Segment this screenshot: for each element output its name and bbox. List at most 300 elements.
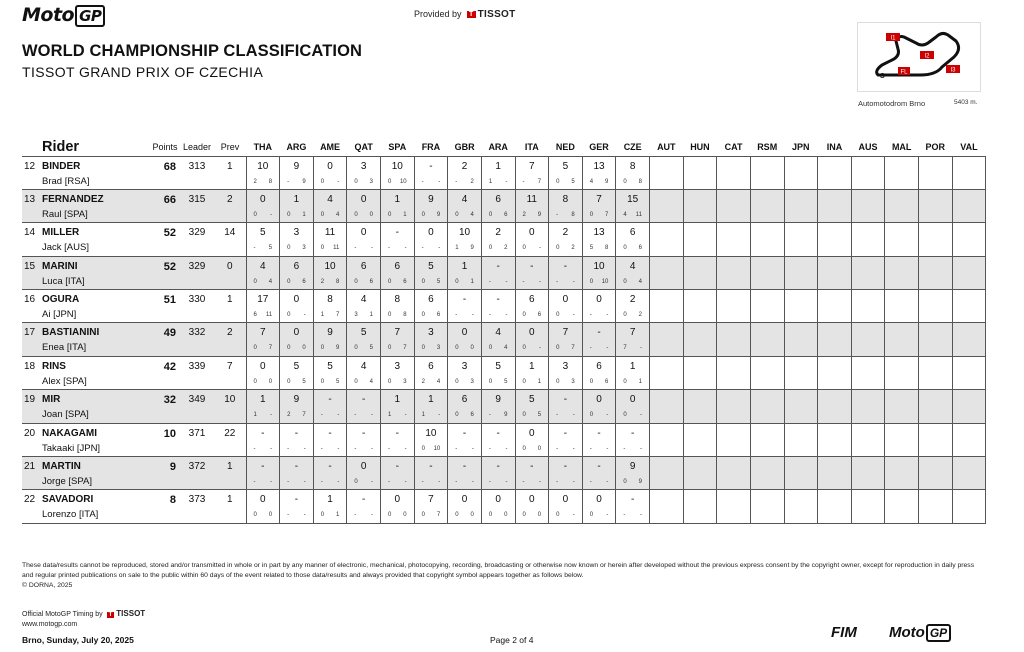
table-header [22, 138, 986, 156]
race-points: - [505, 278, 508, 285]
race-points: 9 [537, 211, 542, 218]
race-empty-cell [683, 256, 717, 289]
race-empty-cell [717, 156, 751, 189]
sprint-points: 0 [455, 512, 459, 519]
race-result-cell [280, 156, 314, 189]
race-points: - [404, 245, 407, 252]
race-empty-cell [885, 156, 919, 189]
race-result-cell [347, 356, 381, 389]
race-points: - [270, 445, 273, 452]
race-total: 0 [596, 294, 602, 306]
col-rider: Rider [42, 138, 80, 155]
race-points: 0 [537, 445, 542, 452]
race-total: 2 [629, 294, 636, 306]
race-points: 3 [470, 378, 474, 385]
rider-surname: OGURA [42, 294, 80, 306]
race-total: 0 [529, 227, 535, 239]
rider-firstname: Raul [SPA] [42, 208, 88, 220]
race-empty-cell [952, 256, 986, 289]
race-result-cell [448, 290, 482, 323]
race-result-cell [549, 189, 583, 222]
race-empty-cell [650, 223, 684, 256]
race-points: 4 [504, 345, 508, 352]
sprint-points: 2 [320, 278, 325, 285]
col-race-ara: ARA [488, 141, 508, 152]
race-points: 11 [635, 211, 642, 218]
rider-points: 49 [150, 323, 180, 356]
race-result-cell [414, 423, 448, 456]
race-result-cell [549, 490, 583, 523]
race-total: 10 [593, 260, 605, 272]
race-empty-cell [650, 256, 684, 289]
race-total: 5 [360, 327, 367, 339]
race-total: 17 [257, 294, 269, 306]
race-result-cell [246, 423, 280, 456]
race-result-cell [414, 356, 448, 389]
website-link[interactable]: www.motogp.com [22, 621, 78, 628]
sprint-points: 0 [522, 312, 526, 319]
race-total: - [395, 427, 399, 439]
race-points: 0 [504, 512, 508, 519]
race-points: 0 [470, 345, 474, 352]
rider-firstname: Joan [SPA] [42, 409, 89, 421]
race-points: - [505, 312, 508, 319]
sprint-points: 0 [556, 178, 560, 185]
race-points: 8 [336, 278, 340, 285]
race-total: - [395, 461, 399, 473]
col-race-por: POR [925, 141, 946, 152]
race-total: - [563, 427, 568, 439]
race-total: 7 [529, 160, 535, 172]
rider-points: 52 [150, 256, 180, 289]
race-empty-cell [885, 390, 919, 423]
race-points: - [303, 445, 306, 452]
rider-position: 18 [24, 360, 36, 372]
race-empty-cell [851, 223, 885, 256]
race-result-cell [313, 457, 347, 490]
race-result-cell [616, 290, 650, 323]
race-points: 9 [470, 245, 474, 252]
race-total: - [563, 394, 568, 406]
race-points: - [404, 445, 407, 452]
race-total: - [496, 260, 500, 272]
race-empty-cell [683, 156, 717, 189]
race-points: - [606, 512, 609, 519]
race-result-cell [448, 390, 482, 423]
sprint-points: 0 [320, 178, 325, 185]
race-empty-cell [650, 290, 684, 323]
rider-points: 52 [150, 223, 180, 256]
race-points: - [371, 245, 373, 252]
race-result-cell [280, 356, 314, 389]
rider-surname: FERNANDEZ [42, 193, 104, 205]
track-label-i1: I1 [890, 35, 896, 42]
rider-leader-gap: 332 [180, 323, 214, 356]
race-result-cell [616, 490, 650, 523]
race-total: 1 [394, 193, 401, 205]
race-empty-cell [683, 223, 717, 256]
race-result-cell [515, 457, 549, 490]
sprint-points: 0 [421, 278, 425, 285]
sprint-points: 0 [421, 445, 425, 452]
race-result-cell [515, 156, 549, 189]
race-result-cell [280, 323, 314, 356]
race-empty-cell [750, 390, 784, 423]
sprint-points: - [522, 178, 525, 185]
sprint-points: 2 [522, 211, 526, 218]
race-empty-cell [818, 290, 852, 323]
race-empty-cell [952, 457, 986, 490]
race-empty-cell [784, 223, 818, 256]
race-points: 6 [302, 278, 306, 285]
sprint-points: 0 [253, 211, 257, 218]
race-points: - [572, 445, 575, 452]
col-race-hun: HUN [690, 141, 710, 152]
race-total: - [631, 494, 635, 506]
rider-firstname: Luca [ITA] [42, 275, 85, 287]
race-total: 3 [360, 160, 367, 172]
race-points: 0 [470, 512, 474, 519]
race-points: - [303, 512, 306, 519]
sprint-points: - [287, 445, 290, 452]
race-points: - [438, 245, 441, 252]
race-result-cell [280, 423, 314, 456]
race-total: 1 [394, 394, 401, 406]
race-points: 10 [601, 278, 609, 285]
race-result-cell [313, 256, 347, 289]
tissot-footer-logo: T TISSOT [108, 609, 146, 618]
rider-prev-gap: 1 [214, 290, 246, 323]
rider-position: 12 [24, 160, 36, 172]
sprint-points: - [421, 245, 424, 252]
race-result-cell [313, 423, 347, 456]
rider-surname: MARINI [42, 260, 78, 272]
col-points: Points [152, 141, 178, 152]
race-empty-cell [818, 323, 852, 356]
rider-cell [22, 290, 150, 323]
sprint-points: 0 [287, 378, 291, 385]
classification-table [22, 138, 986, 524]
race-empty-cell [818, 356, 852, 389]
race-result-cell [381, 223, 415, 256]
race-points: 2 [638, 312, 642, 319]
race-total: - [294, 494, 299, 506]
sprint-points: 2 [287, 412, 291, 419]
rider-position: 15 [24, 260, 36, 272]
race-empty-cell [750, 457, 784, 490]
rider-prev-gap: 10 [214, 390, 246, 423]
sprint-points: 0 [455, 378, 459, 385]
race-result-cell [246, 223, 280, 256]
race-points: 4 [470, 211, 474, 218]
race-total: - [261, 461, 265, 473]
race-points: 11 [265, 312, 273, 319]
race-result-cell [549, 423, 583, 456]
race-empty-cell [885, 356, 919, 389]
race-total: 10 [257, 160, 269, 172]
race-total: - [362, 427, 366, 439]
race-points: - [337, 445, 340, 452]
race-empty-cell [851, 490, 885, 523]
race-result-cell [582, 390, 616, 423]
sprint-points: 0 [455, 278, 459, 285]
col-race-aut: AUT [657, 141, 676, 152]
sprint-points: 0 [589, 278, 594, 285]
race-empty-cell [683, 189, 717, 222]
sprint-points: 0 [556, 312, 560, 319]
table-row [22, 423, 986, 456]
race-result-cell [280, 189, 314, 222]
race-total: 3 [562, 360, 569, 372]
race-empty-cell [851, 323, 885, 356]
race-points: - [606, 345, 609, 352]
race-total: - [530, 260, 534, 272]
race-result-cell [616, 256, 650, 289]
rider-leader-gap: 330 [180, 290, 214, 323]
race-empty-cell [952, 290, 986, 323]
race-points: 6 [537, 312, 542, 319]
race-points: 3 [302, 245, 306, 252]
race-result-cell [280, 290, 314, 323]
col-race-jpn: JPN [792, 141, 810, 152]
col-race-val: VAL [960, 141, 978, 152]
table-row [22, 356, 986, 389]
race-points: - [606, 445, 609, 452]
sprint-points: - [253, 445, 256, 452]
race-result-cell [347, 256, 381, 289]
rider-leader-gap: 339 [180, 356, 214, 389]
race-points: - [270, 412, 273, 419]
sprint-points: 0 [589, 378, 594, 385]
race-points: 8 [403, 312, 407, 319]
race-result-cell [582, 457, 616, 490]
race-total: 5 [293, 360, 300, 372]
race-points: - [606, 412, 609, 419]
race-total: 6 [293, 260, 300, 272]
copyright: © DORNA, 2025 [22, 581, 73, 589]
sprint-points: 4 [589, 178, 594, 185]
rider-firstname: Lorenzo [ITA] [42, 509, 99, 521]
race-empty-cell [952, 156, 986, 189]
race-result-cell [549, 256, 583, 289]
col-race-cze: CZE [623, 141, 642, 152]
race-total: 6 [629, 227, 636, 239]
race-total: 5 [529, 394, 535, 406]
table-row [22, 490, 986, 523]
race-total: 0 [629, 394, 636, 406]
race-result-cell [549, 290, 583, 323]
race-result-cell [448, 156, 482, 189]
rider-prev-gap: 1 [214, 490, 246, 523]
race-total: 5 [562, 160, 569, 172]
race-points: 7 [336, 312, 340, 319]
race-empty-cell [784, 423, 818, 456]
col-race-spa: SPA [388, 141, 407, 152]
rider-points: 10 [150, 423, 180, 456]
race-total: 6 [596, 360, 602, 372]
race-result-cell [246, 457, 280, 490]
race-total: 0 [596, 394, 602, 406]
race-result-cell [381, 423, 415, 456]
race-result-cell [481, 390, 515, 423]
race-total: 6 [394, 260, 401, 272]
race-total: - [328, 427, 332, 439]
sprint-points: 0 [623, 312, 627, 319]
sprint-points: 0 [488, 345, 493, 352]
race-empty-cell [784, 256, 818, 289]
race-points: 9 [436, 211, 441, 218]
race-result-cell [582, 490, 616, 523]
race-empty-cell [650, 457, 684, 490]
table-row [22, 323, 986, 356]
race-total: 4 [260, 260, 266, 272]
sprint-points: 0 [455, 211, 459, 218]
race-points: 5 [302, 378, 306, 385]
sprint-points: 0 [388, 512, 392, 519]
rider-firstname: Jorge [SPA] [42, 476, 92, 488]
sprint-points: - [455, 312, 458, 319]
sprint-points: 0 [421, 312, 425, 319]
race-empty-cell [717, 189, 751, 222]
race-total: 10 [391, 160, 403, 172]
race-result-cell [280, 490, 314, 523]
race-empty-cell [683, 457, 717, 490]
race-points: 9 [302, 178, 306, 185]
sprint-points: - [556, 412, 559, 419]
race-result-cell [616, 423, 650, 456]
sprint-points: 0 [455, 412, 459, 419]
race-total: - [362, 494, 366, 506]
race-total: 7 [562, 327, 569, 339]
tissot-logo: T TISSOT [469, 9, 516, 20]
race-total: 4 [629, 260, 636, 272]
race-points: 5 [571, 178, 575, 185]
sprint-points: 0 [556, 512, 560, 519]
race-total: 1 [529, 360, 535, 372]
race-empty-cell [818, 156, 852, 189]
rider-surname: BINDER [42, 160, 81, 172]
race-points: - [539, 278, 542, 285]
rider-position: 13 [24, 193, 36, 205]
race-total: 10 [459, 227, 471, 239]
table-row [22, 256, 986, 289]
race-result-cell [381, 256, 415, 289]
race-points: 1 [369, 312, 373, 319]
race-total: 1 [428, 394, 434, 406]
sprint-points: - [589, 345, 592, 352]
race-empty-cell [952, 490, 986, 523]
race-empty-cell [919, 156, 953, 189]
race-points: - [505, 178, 508, 185]
sprint-points: 0 [354, 479, 358, 486]
race-empty-cell [683, 390, 717, 423]
race-total: 5 [428, 260, 434, 272]
race-empty-cell [784, 356, 818, 389]
race-result-cell [582, 290, 616, 323]
race-empty-cell [885, 189, 919, 222]
race-empty-cell [919, 490, 953, 523]
race-points: - [572, 479, 575, 486]
race-result-cell [381, 189, 415, 222]
race-total: 2 [495, 227, 501, 239]
race-total: 0 [360, 461, 367, 473]
race-result-cell [414, 323, 448, 356]
race-total: 7 [394, 327, 401, 339]
sprint-points: 0 [522, 512, 526, 519]
race-empty-cell [650, 323, 684, 356]
race-points: 5 [504, 378, 508, 385]
race-total: 13 [593, 227, 605, 239]
sprint-points: 0 [388, 312, 392, 319]
race-points: 6 [470, 412, 474, 419]
race-total: 4 [495, 327, 501, 339]
race-result-cell [582, 223, 616, 256]
rider-position: 21 [24, 461, 36, 473]
race-points: - [572, 278, 575, 285]
race-points: 6 [638, 245, 642, 252]
race-empty-cell [683, 423, 717, 456]
race-empty-cell [952, 356, 986, 389]
race-result-cell [515, 356, 549, 389]
col-race-cat: CAT [724, 141, 743, 152]
table-row [22, 390, 986, 423]
sprint-points: 0 [455, 345, 459, 352]
race-empty-cell [885, 457, 919, 490]
race-points: 5 [268, 245, 273, 252]
race-total: 6 [495, 193, 501, 205]
rider-position: 19 [24, 394, 36, 406]
race-result-cell [448, 189, 482, 222]
race-result-cell [616, 156, 650, 189]
race-result-cell [616, 223, 650, 256]
race-empty-cell [750, 256, 784, 289]
race-result-cell [313, 323, 347, 356]
race-result-cell [414, 189, 448, 222]
sprint-points: 1 [455, 245, 459, 252]
race-empty-cell [851, 156, 885, 189]
sprint-points: - [354, 412, 357, 419]
race-points: 7 [605, 211, 609, 218]
table-row [22, 189, 986, 222]
col-race-qat: QAT [354, 141, 373, 152]
race-result-cell [481, 256, 515, 289]
race-total: - [261, 427, 265, 439]
col-leader: Leader [182, 141, 212, 152]
sprint-points: 0 [623, 479, 627, 486]
table-row [22, 156, 986, 189]
rider-surname: NAKAGAMI [42, 427, 97, 439]
race-points: - [303, 479, 306, 486]
race-result-cell [582, 156, 616, 189]
rider-leader-gap: 349 [180, 390, 214, 423]
race-result-cell [481, 323, 515, 356]
sprint-points: - [354, 245, 357, 252]
race-total: - [496, 427, 500, 439]
race-points: - [505, 479, 508, 486]
race-points: - [404, 412, 407, 419]
race-points: - [371, 512, 373, 519]
race-total: 0 [394, 494, 401, 506]
col-race-arg: ARG [286, 141, 307, 152]
rider-leader-gap: 372 [180, 457, 214, 490]
sprint-points: - [488, 312, 491, 319]
sprint-points: 0 [522, 445, 526, 452]
race-empty-cell [952, 223, 986, 256]
race-points: 6 [403, 278, 407, 285]
race-result-cell [246, 256, 280, 289]
race-total: 0 [293, 327, 300, 339]
sprint-points: 0 [421, 345, 425, 352]
